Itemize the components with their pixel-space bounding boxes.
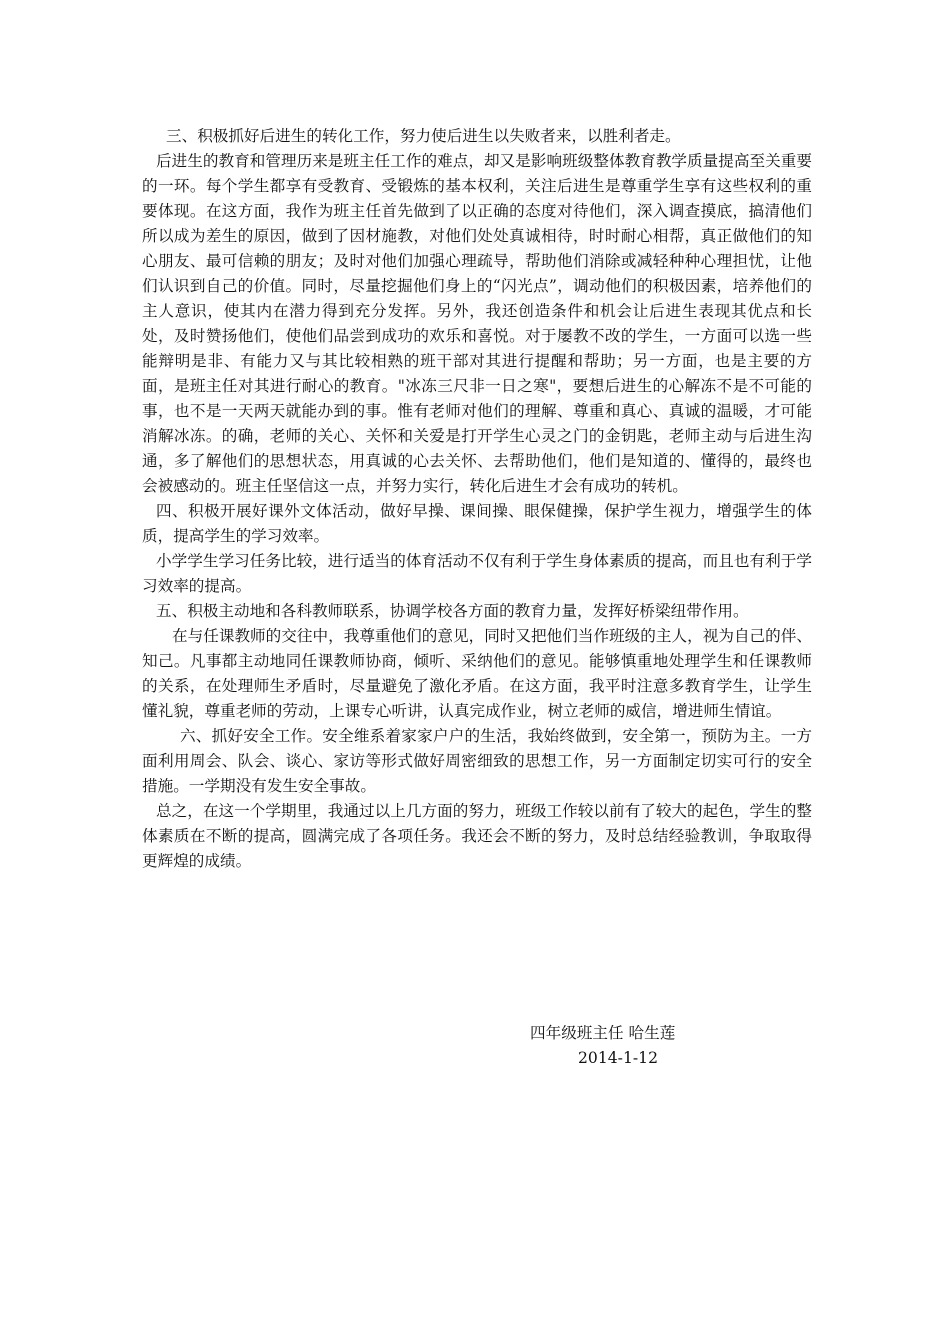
paragraph-section-6: 六、抓好安全工作。安全维系着家家户户的生活，我始终做到，安全第一，预防为主。一方面利用周会、队会、谈心、家访等形式做好周密细致的思想工作，另一方面制定切实可行的安全措施。一学期没有发生安全事故。	[142, 727, 812, 795]
paragraph-section-5-heading: 五、积极主动地和各科教师联系，协调学校各方面的教育力量，发挥好桥梁纽带作用。	[156, 602, 749, 620]
paragraph-conclusion: 总之，在这一个学期里，我通过以上几方面的努力，班级工作较以前有了较大的起色，学生的整体素质在不断的提高，圆满完成了各项任务。我还会不断的努力，及时总结经验教训，争取取得更辉煌的成绩。	[142, 802, 812, 870]
document-body	[142, 124, 812, 874]
paragraph-section-4-body: 小学学生学习任务比较，进行适当的体育活动不仅有利于学生身体素质的提高，而且也有利于学习效率的提高。	[142, 552, 812, 595]
signature-date: 2014-1-12	[578, 1049, 658, 1067]
paragraph-section-4-heading: 四、积极开展好课外文体活动，做好早操、课间操、眼保健操，保护学生视力，增强学生的体质，提高学生的学习效率。	[142, 502, 812, 545]
paragraph-section-3-heading: 三、积极抓好后进生的转化工作，努力使后进生以失败者来，以胜利者走。	[166, 127, 681, 145]
paragraph-section-5-body: 在与任课教师的交往中，我尊重他们的意见，同时又把他们当作班级的主人，视为自己的伴、知己。凡事都主动地同任课教师协商，倾听、采纳他们的意见。能够慎重地处理学生和任课教师的关系，在处理师生矛盾时，尽量避免了激化矛盾。在这方面，我平时注意多教育学生，让学生懂礼貌，尊重老师的劳动，上课专心听讲，认真完成作业，树立老师的威信，增进师生情谊。	[142, 627, 812, 720]
signature: 四年级班主任 哈生莲	[530, 1024, 676, 1042]
paragraph-section-3-body: 后进生的教育和管理历来是班主任工作的难点，却又是影响班级整体教育教学质量提高至关重要的一环。每个学生都享有受教育、受锻炼的基本权利，关注后进生是尊重学生享有这些权利的重要体现。在这方面，我作为班主任首先做到了以正确的态度对待他们，深入调查摸底，搞清他们所以成为差生的原因，做到了因材施教，对他们处处真诚相待，时时耐心相帮，真正做他们的知心朋友、最可信赖的朋友；及时对他们加强心理疏导，帮助他们消除或减轻种种心理担忧，让他们认识到自己的价值。同时，尽量挖掘他们身上的“闪光点”，调动他们的积极因素，培养他们的主人意识，使其内在潜力得到充分发挥。另外，我还创造条件和机会让后进生表现其优点和长处，及时赞扬他们，使他们品尝到成功的欢乐和喜悦。对于屡教不改的学生，一方面可以选一些能辩明是非、有能力又与其比较相熟的班干部对其进行提醒和帮助；另一方面，也是主要的方面，是班主任对其进行耐心的教育。"冰冻三尺非一日之寒"，要想后进生的心解冻不是不可能的事，也不是一天两天就能办到的事。惟有老师对他们的理解、尊重和真心、真诚的温暖，才可能消解冰冻。的确，老师的关心、关怀和关爱是打开学生心灵之门的金钥匙，老师主动与后进生沟通，多了解他们的思想状态，用真诚的心去关怀、去帮助他们，他们是知道的、懂得的，最终也会被感动的。班主任坚信这一点，并努力实行，转化后进生才会有成功的转机。	[142, 152, 812, 495]
